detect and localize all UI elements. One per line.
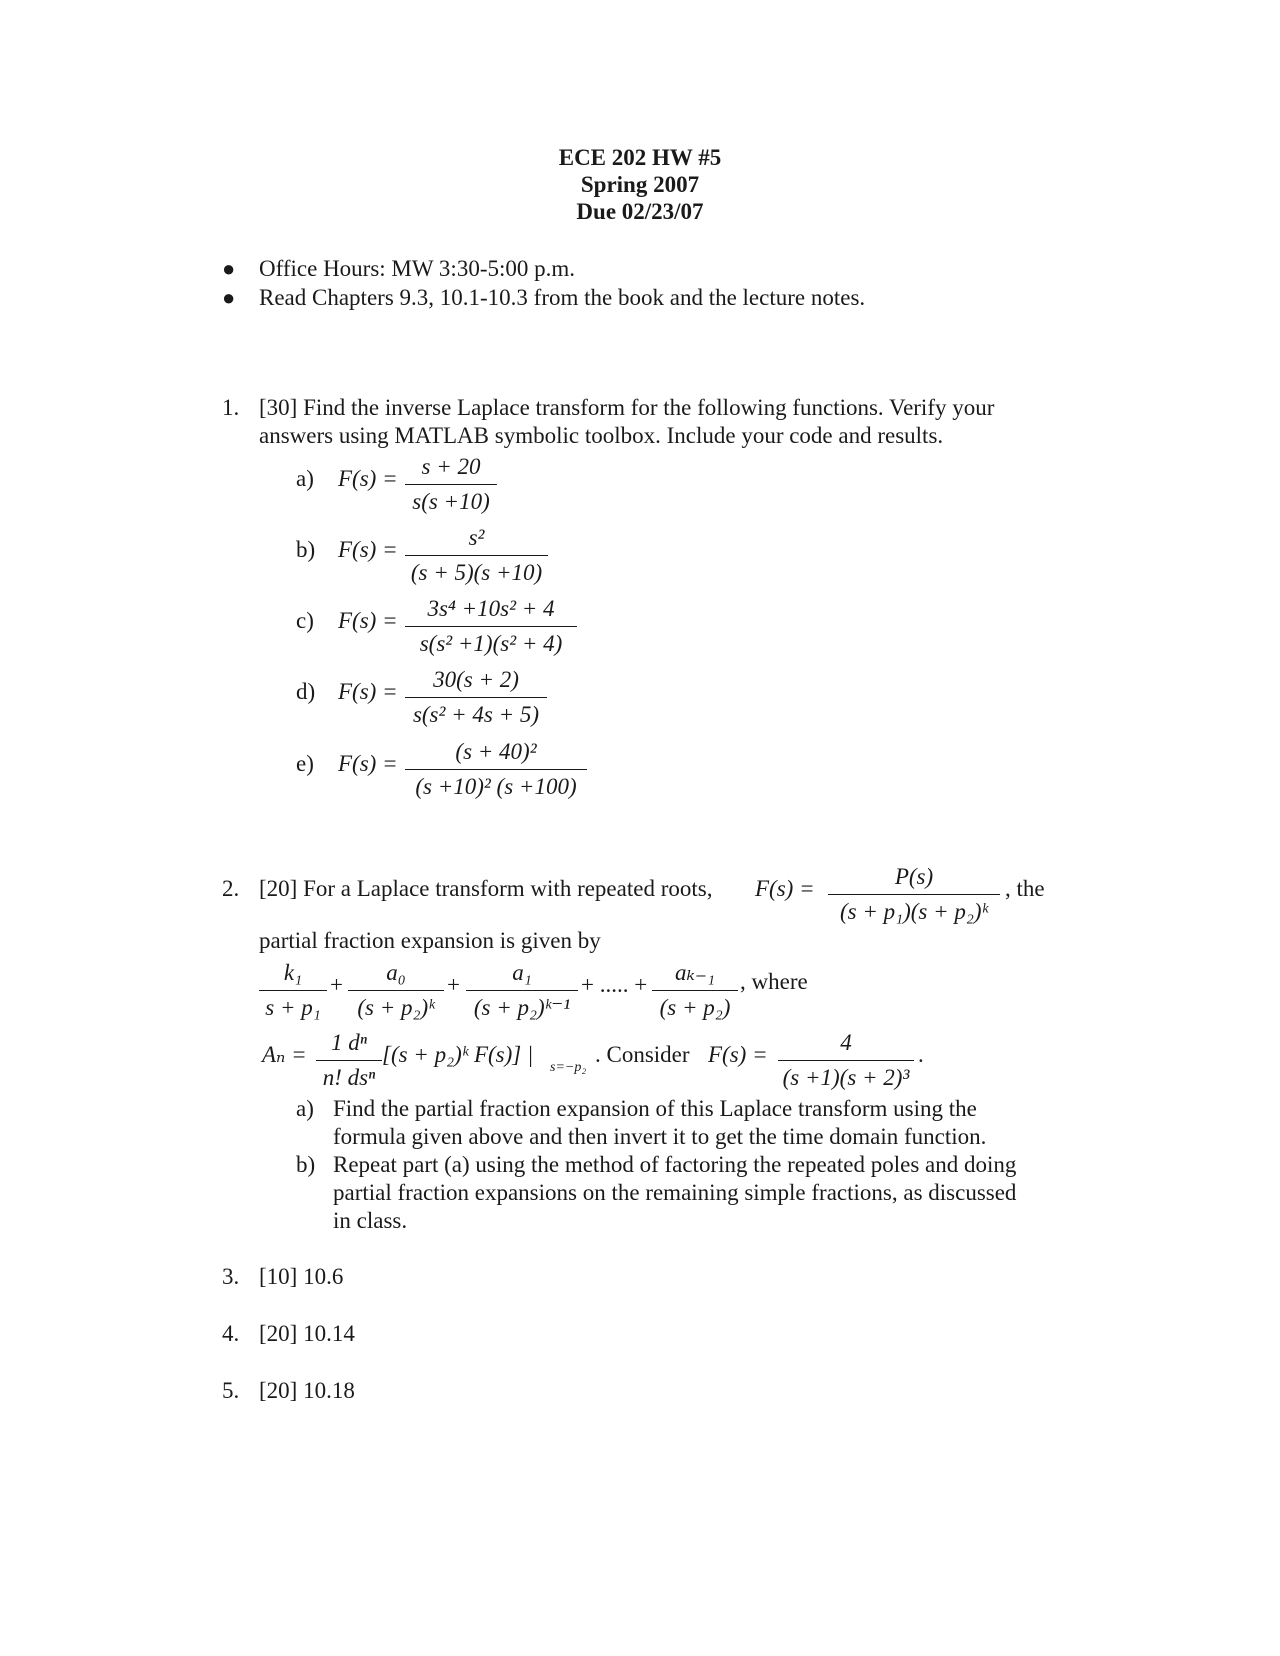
problem2-after: , the — [1005, 876, 1045, 901]
problem2-intro: For a Laplace transform with repeated roots, — [303, 876, 713, 901]
denominator: s(s² + 4s + 5) — [412, 702, 540, 727]
problem3-text: [10] 10.6 — [259, 1264, 344, 1289]
problem3-number: 3. — [222, 1264, 240, 1289]
fraction-bar — [828, 894, 1000, 895]
an-body: [(s + p₂)ᵏ F(s)] | — [382, 1042, 534, 1067]
problem2a-line1: Find the partial fraction expansion of this Laplace transform using the — [333, 1096, 977, 1121]
fraction-1c — [405, 594, 577, 659]
problem4-text: [20] 10.14 — [259, 1321, 355, 1346]
numerator: 3s⁴ +10s² + 4 — [427, 596, 555, 621]
fraction-bar — [405, 769, 587, 770]
fraction-bar — [652, 990, 738, 991]
denominator: (s + p₁)(s + p₂)ᵏ — [839, 899, 989, 924]
numerator: P(s) — [894, 864, 934, 889]
fraction-bar — [405, 626, 577, 627]
bullet-icon: ● — [222, 285, 236, 310]
an-derivative-fraction — [316, 1028, 382, 1093]
bullet-icon: ● — [222, 256, 236, 281]
fraction-bar — [405, 484, 497, 485]
numerator: (s + 40)² — [455, 739, 537, 764]
problem1-points: [30] — [259, 395, 298, 420]
doc-term: Spring 2007 — [580, 172, 700, 197]
denominator: (s + p₂)ᵏ⁻¹ — [473, 995, 571, 1020]
part-label: b) — [296, 537, 316, 562]
problem5-number: 5. — [222, 1378, 240, 1403]
numerator: aₖ₋₁ — [674, 960, 716, 985]
problem2a-line2: formula given above and then invert it to get the time domain function. — [333, 1124, 987, 1149]
denominator: (s + p₂) — [659, 995, 731, 1020]
fraction-bar — [348, 990, 444, 991]
plus-sign: + — [330, 972, 343, 997]
problem2-statement — [259, 876, 712, 902]
equation-lhs: F(s) = — [338, 608, 398, 633]
problem2-points: [20] — [259, 876, 298, 901]
problem5-text: [20] 10.18 — [259, 1378, 355, 1403]
fraction-bar — [466, 990, 578, 991]
denominator: (s +10)² (s +100) — [415, 774, 577, 799]
plus-sign: + — [447, 972, 460, 997]
consider-text: . Consider — [595, 1042, 690, 1067]
problem2-number: 2. — [222, 876, 240, 901]
ellipsis-plus: + ..... + — [581, 972, 648, 997]
part-label: a) — [296, 466, 314, 491]
denominator: s + p₁ — [265, 995, 321, 1020]
bullet-office-hours: Office Hours: MW 3:30-5:00 p.m. — [259, 256, 576, 281]
problem2-line2: partial fraction expansion is given by — [259, 928, 601, 953]
doc-title: ECE 202 HW #5 — [558, 145, 722, 170]
part-label: c) — [296, 608, 314, 633]
problem1-text-line1: Find the inverse Laplace transform for the following functions. Verify your — [303, 395, 995, 420]
denominator: n! dsⁿ — [322, 1065, 376, 1090]
fraction-1b — [405, 523, 548, 588]
part-label: d) — [296, 679, 316, 704]
part-label: e) — [296, 751, 314, 776]
problem2b-line2: partial fraction expansions on the remaining simple fractions, as discussed — [333, 1180, 1017, 1205]
fraction-1d — [405, 665, 547, 730]
fraction-bar — [316, 1060, 382, 1061]
fraction-bar — [259, 990, 327, 991]
fraction-bar — [405, 555, 548, 556]
where-text: , where — [740, 969, 808, 994]
numerator: 1 dⁿ — [331, 1030, 367, 1055]
an-lhs: Aₙ = — [262, 1042, 307, 1067]
numerator: s² — [468, 525, 485, 550]
equation-lhs: F(s) = — [338, 679, 398, 704]
fraction-1e — [405, 737, 587, 802]
fraction-bar — [778, 1060, 914, 1061]
denominator: s(s² +1)(s² + 4) — [419, 631, 563, 656]
expansion-term-last — [652, 958, 738, 1023]
expansion-term-3 — [466, 958, 578, 1023]
denominator: s(s +10) — [412, 489, 490, 514]
problem2-lhs: F(s) = — [755, 876, 815, 901]
denominator: (s +1)(s + 2)³ — [782, 1065, 910, 1090]
problem2b-line1: Repeat part (a) using the method of factoring the repeated poles and doing — [333, 1152, 1017, 1177]
equation-lhs: F(s) = — [338, 537, 398, 562]
problem1-number: 1. — [222, 395, 240, 420]
numerator: a₁ — [512, 960, 532, 985]
equation-lhs: F(s) = — [338, 466, 398, 491]
fraction-consider — [778, 1028, 914, 1093]
part-label: b) — [296, 1152, 316, 1177]
bullet-reading: Read Chapters 9.3, 10.1-10.3 from the book and the lecture notes. — [259, 285, 866, 310]
fraction-p-over-roots — [828, 862, 1000, 927]
numerator: k₁ — [283, 960, 303, 985]
fraction-1a — [405, 452, 497, 517]
problem1-text-line2: answers using MATLAB symbolic toolbox. Include your code and results. — [259, 423, 944, 448]
numerator: a₀ — [386, 960, 406, 985]
problem2b-line3: in class. — [333, 1208, 408, 1233]
numerator: s + 20 — [421, 454, 481, 479]
problem4-number: 4. — [222, 1321, 240, 1346]
denominator: (s + p₂)ᵏ — [357, 995, 435, 1020]
an-evaluation-point: s=−p₂ — [550, 1060, 587, 1075]
numerator: 30(s + 2) — [433, 667, 519, 692]
denominator: (s + 5)(s +10) — [410, 560, 543, 585]
numerator: 4 — [840, 1030, 852, 1055]
fraction-bar — [405, 697, 547, 698]
consider-lhs: F(s) = — [708, 1042, 768, 1067]
problem1-statement — [259, 395, 994, 421]
part-label: a) — [296, 1096, 314, 1121]
equation-lhs: F(s) = — [338, 751, 398, 776]
consider-end: . — [918, 1042, 924, 1067]
expansion-term-2 — [348, 958, 444, 1023]
expansion-term-1 — [259, 958, 327, 1023]
doc-due-date: Due 02/23/07 — [576, 199, 704, 224]
